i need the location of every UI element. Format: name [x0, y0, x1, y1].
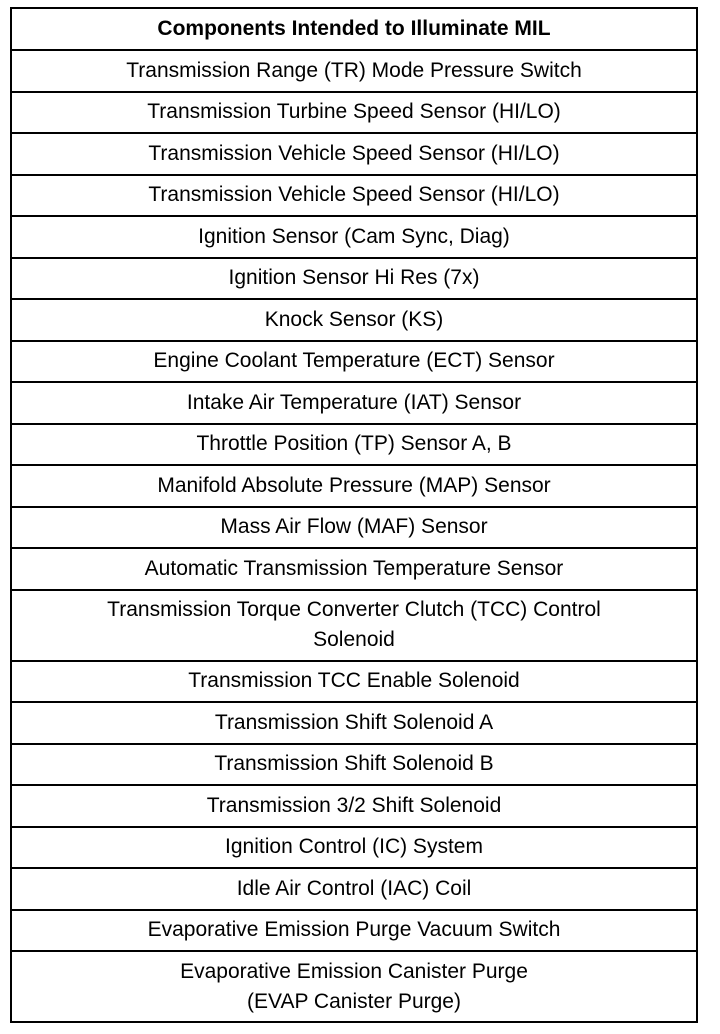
table-header-label: Components Intended to Illuminate MIL — [157, 17, 551, 40]
table-cell: Transmission Vehicle Speed Sensor (HI/LO) — [148, 183, 560, 207]
table-cell: Transmission Vehicle Speed Sensor (HI/LO) — [148, 141, 560, 165]
mil-components-table — [10, 7, 698, 1023]
table-cell: Ignition Control (IC) System — [225, 835, 483, 859]
table-cell: Engine Coolant Temperature (ECT) Sensor — [153, 349, 555, 373]
table-row — [12, 215, 696, 257]
table-row — [12, 547, 696, 589]
table-header — [12, 9, 696, 49]
table-cell: Knock Sensor (KS) — [264, 307, 444, 331]
table-row — [12, 298, 696, 340]
table-cell: Transmission Range (TR) Mode Pressure Switch — [126, 58, 582, 82]
table-row — [12, 784, 696, 826]
table-row — [12, 340, 696, 382]
table-cell: Transmission TCC Enable Solenoid — [188, 669, 520, 693]
table-cell: Transmission Turbine Speed Sensor (HI/LO) — [147, 100, 561, 124]
table-cell: Manifold Absolute Pressure (MAP) Sensor — [157, 473, 551, 497]
table-row — [12, 660, 696, 702]
table-row — [12, 174, 696, 216]
table-cell: Idle Air Control (IAC) Coil — [236, 876, 472, 900]
table-row — [12, 867, 696, 909]
table-row — [12, 701, 696, 743]
table-row — [12, 826, 696, 868]
table-row — [12, 132, 696, 174]
table-cell: Transmission Torque Converter Clutch (TCC) Control Solenoid — [107, 598, 601, 651]
table-row — [12, 423, 696, 465]
table-row — [12, 381, 696, 423]
table-cell: Evaporative Emission Purge Vacuum Switch — [147, 918, 561, 942]
table-cell: Evaporative Emission Canister Purge (EVAP Canister Purge) — [180, 959, 528, 1013]
table-row — [12, 589, 696, 660]
table-row — [12, 909, 696, 951]
table-row — [12, 49, 696, 91]
table-row — [12, 464, 696, 506]
table-cell: Automatic Transmission Temperature Sensor — [144, 556, 564, 580]
table-cell: Throttle Position (TP) Sensor A, B — [196, 432, 512, 456]
table-row — [12, 950, 696, 1021]
table-row — [12, 91, 696, 133]
table-cell: Ignition Sensor (Cam Sync, Diag) — [198, 224, 510, 248]
table-row — [12, 257, 696, 299]
table-cell: Transmission 3/2 Shift Solenoid — [206, 793, 502, 817]
table-cell: Mass Air Flow (MAF) Sensor — [220, 515, 488, 539]
table-cell: Intake Air Temperature (IAT) Sensor — [186, 390, 522, 414]
table-cell: Transmission Shift Solenoid B — [214, 752, 494, 776]
table-cell: Transmission Shift Solenoid A — [214, 710, 494, 734]
table-row — [12, 506, 696, 548]
table-row — [12, 743, 696, 785]
table-cell: Ignition Sensor Hi Res (7x) — [228, 266, 480, 290]
